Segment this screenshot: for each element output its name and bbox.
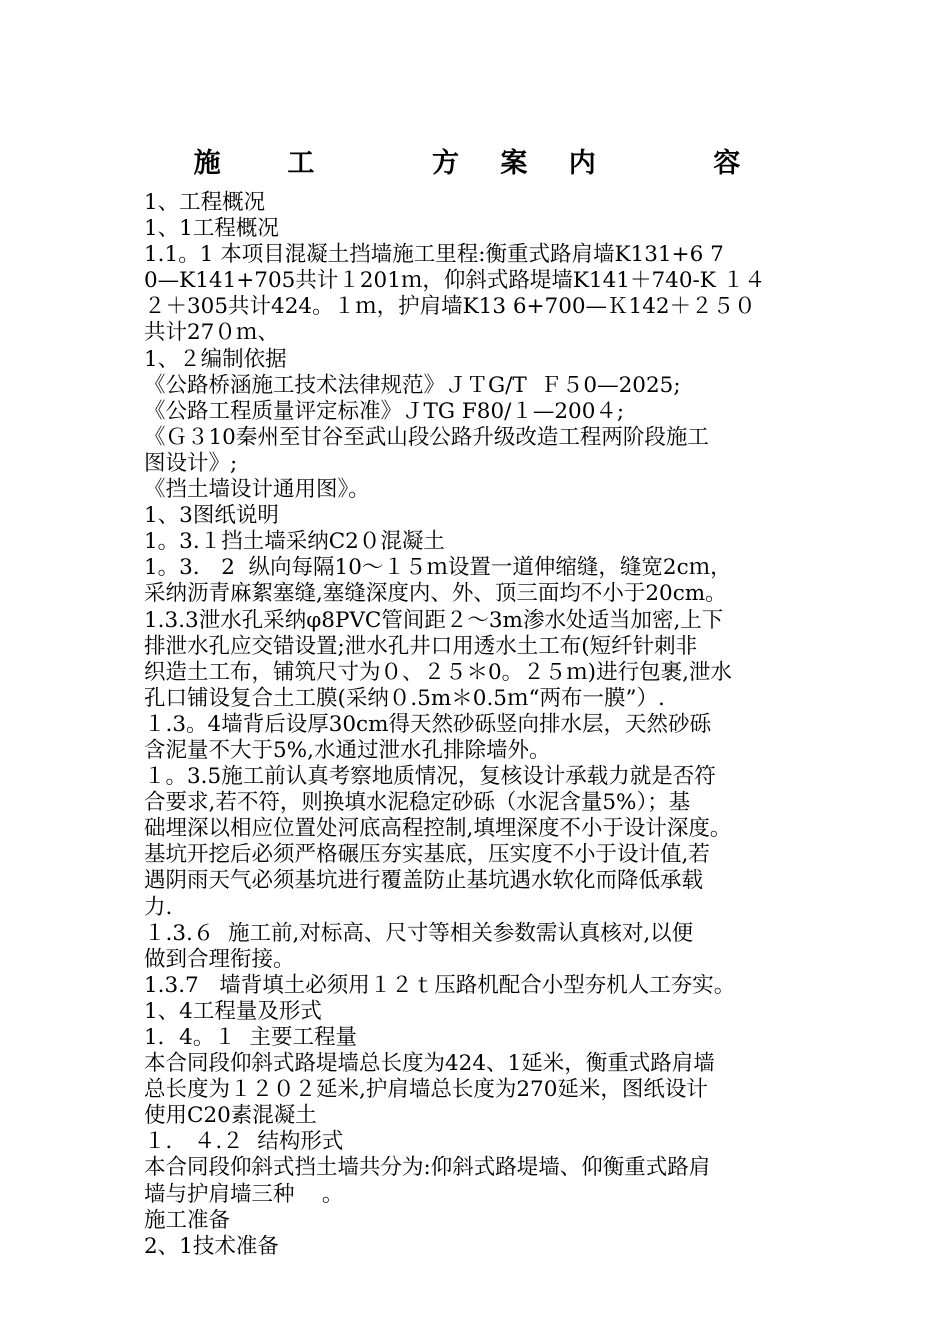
text-line: １.3。4墙背后设厚30cm得天然砂砾竖向排水层，天然砂砾 [144, 711, 711, 737]
text-line: 础埋深以相应位置处河底高程控制,填埋深度不小于设计深度。 [144, 816, 732, 842]
text-line: 1.3.7 墙背填土必须用１２ｔ压路机配合小型夯机人工夯实。 [144, 972, 736, 998]
text-line: 《公路工程质量评定标准》ＪTG F80/１—200４; [144, 398, 625, 424]
text-line: 《挡土墙设计通用图》。 [144, 477, 370, 503]
text-line: 1、２编制依据 [144, 346, 287, 372]
text-line: 力. [144, 894, 173, 920]
text-line: 基坑开挖后必须严格碾压夯实基底，压实度不小于设计值,若 [144, 842, 710, 868]
text-line: 1、3图纸说明 [144, 503, 279, 529]
text-line: 《Ｇ３10秦州至甘谷至武山段公路升级改造工程两阶段施工 [144, 424, 709, 450]
text-line: 本合同段仰斜式挡土墙共分为:仰斜式路堤墙、仰衡重式路肩 [144, 1155, 711, 1181]
text-line: 墙与护肩墙三种 。 [144, 1181, 344, 1207]
document-body [144, 190, 824, 1260]
text-line: 1。3.１挡土墙采纳C2０混凝土 [144, 529, 445, 555]
text-line: 1。3． 2 纵向每隔10～１５ｍ设置一道伸缩缝，缝宽2cｍ， [144, 555, 732, 581]
text-line: 1、1工程概况 [144, 216, 279, 242]
text-line: 0—K141+705共计１201ｍ，仰斜式路堤墙K141＋740-K １４ [144, 268, 766, 294]
text-line: 1．4。１ 主要工程量 [144, 1025, 358, 1050]
text-line: 1、工程概况 [144, 190, 266, 215]
text-line: 共计27０ｍ、 [144, 320, 279, 346]
text-line: １． ４.２ 结构形式 [144, 1129, 344, 1155]
text-line: １。3.5施工前认真考察地质情况，复核设计承载力就是否符 [144, 764, 716, 790]
text-line: 1、4工程量及形式 [144, 998, 322, 1024]
text-line: 遇阴雨天气必须基坑进行覆盖防止基坑遇水软化而降低承载 [144, 868, 704, 894]
text-line: 含泥量不大于5%,水通过泄水孔排除墙外。 [144, 737, 551, 763]
text-line: 1.3.3泄水孔采纳φ8PVC管间距２～3m渗水处适当加密,上下 [144, 607, 724, 633]
text-line: 合要求,若不符，则换填水泥稳定砂砾（水泥含量5%）；基 [144, 790, 691, 816]
text-line: 采纳沥青麻絮塞缝,塞缝深度内、外、顶三面均不小于20cm。 [144, 581, 727, 607]
text-line: 施工准备 [144, 1207, 231, 1233]
document-title: 施 工 方 案 内 容 [193, 148, 757, 179]
text-line: 2、1技术准备 [144, 1233, 279, 1259]
text-line: 图设计》; [144, 450, 238, 476]
text-line: 孔口铺设复合土工膜(采纳０.5m＊0.5ｍ“两布一膜”）. [144, 685, 665, 711]
text-line: 总长度为１２０２延米,护肩墙总长度为270延米，图纸设计 [144, 1077, 708, 1103]
text-line: 使用C20素混凝土 [144, 1103, 317, 1129]
text-line: 织造土工布，铺筑尺寸为０、２５＊0。２５ｍ)进行包裹,泄水 [144, 659, 732, 685]
text-line: 本合同段仰斜式路堤墙总长度为424、1延米，衡重式路肩墙 [144, 1051, 715, 1077]
text-line: 《公路桥涵施工技术法律规范》ＪＴG/T Ｆ５0—2025; [144, 372, 681, 398]
text-line: 排泄水孔应交错设置;泄水孔井口用透水土工布(短纤针刺非 [144, 633, 698, 659]
text-line: ２＋305共计424。１ｍ，护肩墙K13 6+700—Ｋ142＋２５０ [144, 294, 756, 320]
text-line: 做到合理衔接。 [144, 946, 295, 972]
text-line: １.3.６ 施工前,对标高、尺寸等相关参数需认真核对,以便 [144, 920, 694, 946]
text-line: 1.1。1 本项目混凝土挡墙施工里程:衡重式路肩墙K131+6 7 [144, 242, 724, 268]
